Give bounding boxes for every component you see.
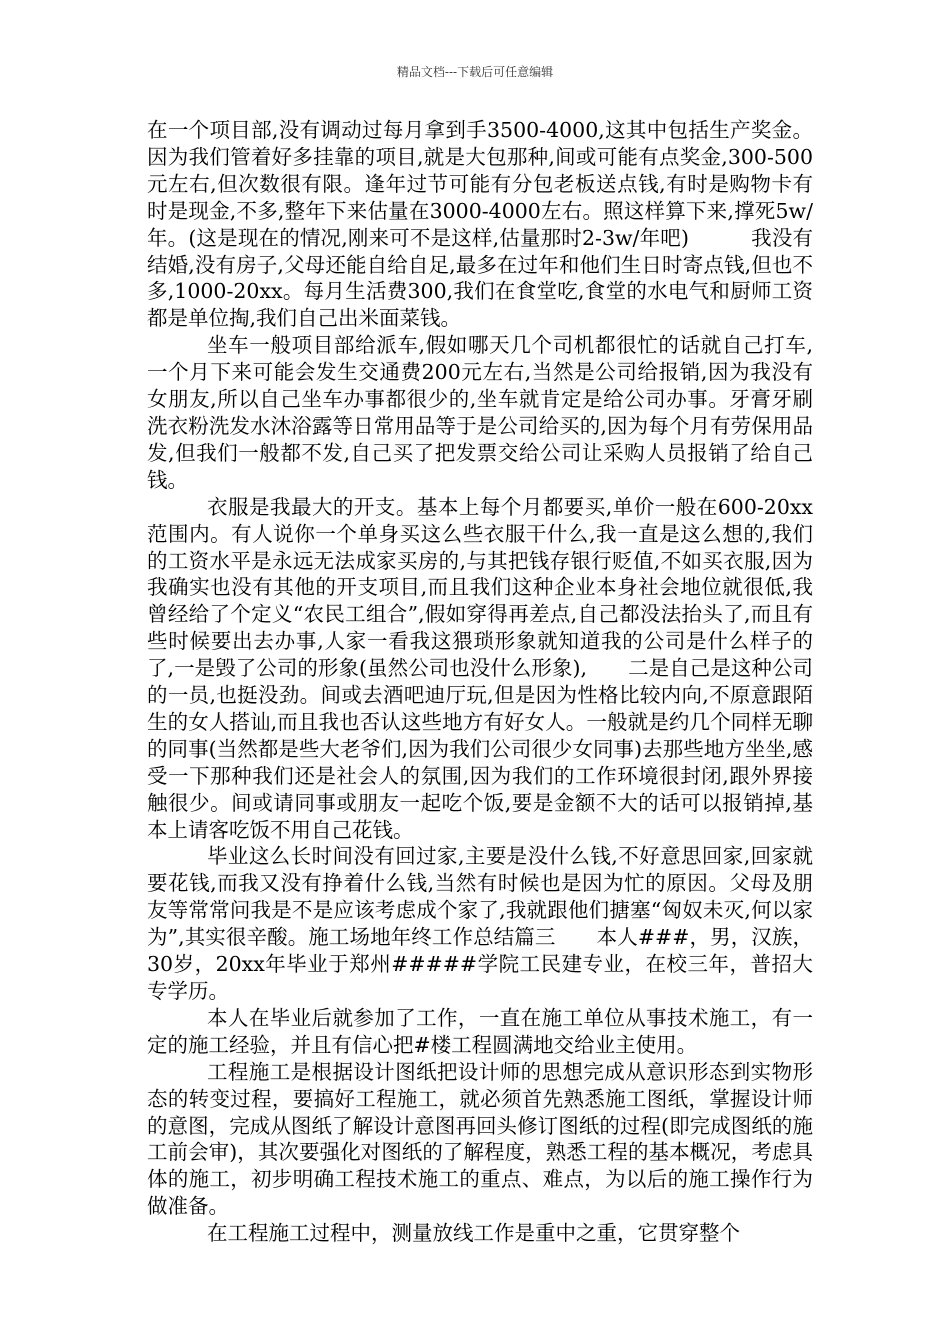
paragraph-surveying: 在工程施工过程中，测量放线工作是重中之重，它贯穿整个 [207, 1221, 740, 1246]
paragraph-transport: 坐车一般项目部给派车,假如哪天几个司机都很忙的话就自己打车,一个月下来可能会发生交通费200元左右,当然是公司给报销,因为我没有女朋友,所以自己坐车办事都很少的,坐车就肯定是给公司办事。牙膏牙刷洗衣粉洗发水沐浴露等日常用品等于是公司给买的,因为每个月有劳保用品发,但我们一般都不发,自己买了把发票交给公司让采购人员报销了给自己钱。 [147, 333, 813, 492]
paragraph-clothing: 衣服是我最大的开支。基本上每个月都要买,单价一般在600-20xx范围内。有人说你一个单身买这么些衣服干什么,我一直是这么想的,我们的工资水平是永远无法成家买房的,与其把钱存银行贬值,不如买衣服,因为我确实也没有其他的开支项目,而且我们这种企业本身社会地位就很低,我曾经给了个定义“农民工组合”,假如穿得再差点,自己都没法抬头了,而且有些时候要出去办事,人家一看我这猥琐形象就知道我的公司是什么样子的了,一是毁了公司的形象(虽然公司也没什么形象), 二是自己是这种公司的一员,也挺没劲。间或去酒吧迪厅玩,但是因为性格比较内向,不原意跟陌生的女人搭讪,而且我也否认这些地方有好女人。一般就是约几个同样无聊的同事(当然都是些大老爷们,因为我们公司很少女同事)去那些地方坐坐,感受一下那种我们还是社会人的氛围,因为我们的工作环境很封闭,跟外界接触很少。间或请同事或朋友一起吃个饭,要是金额不大的话可以报销掉,基本上请客吃饭不用自己花钱。 [147, 494, 813, 842]
paragraph-family: 毕业这么长时间没有回过家,主要是没什么钱,不好意思回家,回家就要花钱,而我又没有挣着什么钱,当然有时候也是因为忙的原因。父母及朋友等常常问我是不是应该考虑成个家了,我就跟他们搪塞“匈奴未灭,何以家为”,其实很辛酸。施工场地年终工作总结篇三 本人###，男，汉族，30岁，20xx年毕业于郑州#####学院工民建专业，在校三年，普招大专学历。 [147, 844, 813, 1003]
document-body [147, 117, 813, 1247]
page-header: 精品文档---下载后可任意编辑 [396, 65, 554, 79]
paragraph-work-experience: 本人在毕业后就参加了工作，一直在施工单位从事技术施工，有一定的施工经验，并且有信心把#楼工程圆满地交给业主使用。 [147, 1005, 813, 1057]
paragraph-income: 在一个项目部,没有调动过每月拿到手3500-4000,这其中包括生产奖金。因为我们管着好多挂靠的项目,就是大包那种,间或可能有点奖金,300-500元左右,但次数很有限。逢年过节可能有分包老板送点钱,有时是购物卡有时是现金,不多,整年下来估量在3000-4000左右。照这样算下来,撑死5w/年。(这是现在的情况,刚来可不是这样,估量那时2-3w/年吧) 我没有结婚,没有房子,父母还能自给自足,最多在过年和他们生日时寄点钱,但也不多,1000-20xx。每月生活费300,我们在食堂吃,食堂的水电气和厨师工资都是单位掏,我们自己出米面菜钱。 [147, 118, 813, 331]
paragraph-construction: 工程施工是根据设计图纸把设计师的思想完成从意识形态到实物形态的转变过程，要搞好工程施工，就必须首先熟悉施工图纸，掌握设计师的意图，完成从图纸了解设计意图再回头修订图纸的过程(即完成图纸的施工前会审)，其次要强化对图纸的了解程度，熟悉工程的基本概况，考虑具体的施工，初步明确工程技术施工的重点、难点，为以后的施工操作行为做准备。 [147, 1059, 813, 1219]
